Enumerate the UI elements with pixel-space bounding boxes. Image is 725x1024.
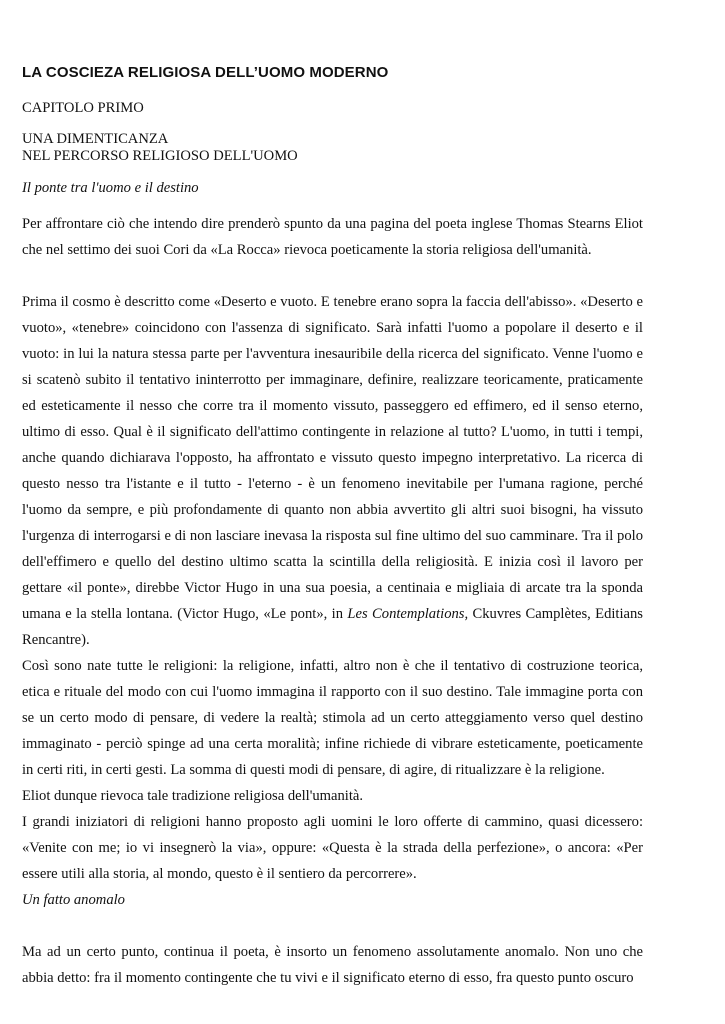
paragraph: I grandi iniziatori di religioni hanno proposto agli uomini le loro offerte di cammino, quasi dicessero: «Venite con me; io vi insegnerò la via», oppure: «Questa è la strada della perfezione», o ancora: «Per essere utili alla storia, al mondo, questo è il sentiero da percorrere». (22, 814, 643, 882)
chapter-label: CAPITOLO PRIMO (22, 100, 144, 116)
section-heading: Il ponte tra l'uomo e il destino (22, 180, 199, 196)
book-title: Les Contemplations, (347, 606, 469, 622)
paragraph-text: Ckuvres Camplètes, Editians Rencantre). (22, 606, 643, 648)
paragraph-text: Prima il cosmo è descritto come «Deserto e vuoto. E tenebre erano sopra la faccia dell'abisso». «Deserto e vuoto», «tenebre» coincidono con l'assenza di significato. Sarà infatti l'uomo a popolare il deserto e il vuoto: in lui la natura stessa parte per l'avventura inesauribile della ricerca del significato. Venne l'uomo e si scatenò subito il tentativo ininterrotto per immaginare, definire, realizzare teoricamente, praticamente ed esteticamente il nesso che corre tra il momento vissuto, passeggero ed effimero, ed il senso eterno, ultimo di esso. Qual è il significato dell'attimo contingente in relazione al tutto? L'uomo, in tutti i tempi, anche quando dichiarava l'opposto, ha affrontato e vissuto questo impegno interpretativo. La ricerca di questo nesso tra l'istante e il tutto - l'eterno - è un fenomeno inevitabile per l'umana ragione, perché l'uomo da sempre, e più profondamente di quanto non abbia avvertito gli altri suoi bisogni, ha vissuto l'urgenza di interrogarsi e di non lasciare inevasa la risposta sul fine ultimo del suo camminare. Tra il polo dell'effimero e quello del destino ultimo scatta la scintilla della religiosità. E inizia così il lavoro per gettare «il ponte», direbbe Victor Hugo in una sua poesia, a centinaia e migliaia di arcate tra la sponda umana e la stella lontana. (Victor Hugo, «Le pont», in (22, 294, 643, 622)
paragraph: Per affrontare ciò che intendo dire prenderò spunto da una pagina del poeta inglese Thomas Stearns Eliot che nel settimo dei suoi Cori da «La Rocca» rievoca poeticamente la storia religiosa dell'umanità. (22, 216, 643, 258)
paragraph (22, 289, 643, 653)
document-title: LA COSCIEZA RELIGIOSA DELL’UOMO MODERNO (22, 64, 389, 81)
paragraph-spacer (22, 913, 643, 939)
paragraph-spacer (22, 263, 643, 289)
paragraph: Ma ad un certo punto, continua il poeta, è insorto un fenomeno assolutamente anomalo. Non uno che abbia detto: fra il momento contingente che tu vivi e il significato eterno di esso, fra questo punto oscuro (22, 944, 643, 986)
chapter-subtitle (22, 131, 643, 165)
document-page (22, 62, 643, 991)
paragraph: Così sono nate tutte le religioni: la religione, infatti, altro non è che il tentativo di costruzione teorica, etica e rituale del modo con cui l'uomo immagina il rapporto con il suo destino. Tale immagine porta con se un certo modo di pensare, di vedere la realtà; stimola ad un certo atteggiamento verso quel destino immaginato - perciò spinge ad una certa moralità; infine richiede di vibrare esteticamente, poeticamente in certi riti, in certi gesti. La somma di questi modi di pensare, di agire, di ritualizzare è la religione. (22, 658, 643, 778)
paragraph: Eliot dunque rievoca tale tradizione religiosa dell'umanità. (22, 788, 364, 804)
subtitle-line-2: NEL PERCORSO RELIGIOSO DELL'UOMO (22, 148, 298, 164)
subtitle-line-1: UNA DIMENTICANZA (22, 131, 169, 147)
section-heading: Un fatto anomalo (22, 892, 125, 908)
